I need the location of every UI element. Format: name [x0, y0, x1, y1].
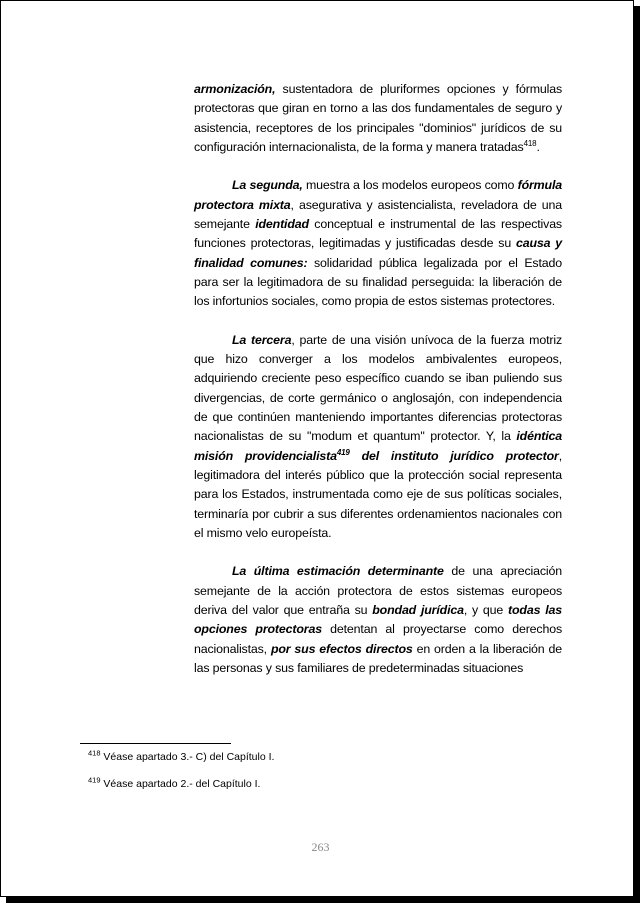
paragraph-text: de una apreciación semejante de la acción protectora de estos sistemas europeos deriva del valor que entraña su — [194, 564, 562, 618]
paragraph-3 — [194, 331, 562, 543]
paragraph-text: detentan al proyectarse como derechos nacionalistas, — [194, 622, 562, 656]
paragraph-2 — [194, 176, 562, 311]
emphasis-text: causa y finalidad comunes: — [194, 236, 562, 270]
paragraph-text: en orden a la liberación de las personas y sus familiares de predeterminadas situaciones — [194, 641, 562, 675]
emphasis-text: La segunda, — [232, 178, 303, 193]
paragraph-text: , legitimadora del interés público que la protección social representa para los Estados, instrumentada como eje de sus políticas sociales, terminaría por cubrir a sus diferentes ordenamientos nacionales con el mismo velo europeísta. — [194, 448, 562, 540]
paragraph-1 — [194, 80, 562, 157]
footnote-number: 419 — [88, 775, 101, 785]
paragraph-text: , y que — [463, 603, 509, 618]
emphasis-text: bondad jurídica — [372, 603, 464, 618]
emphasis-text: armonización, — [194, 82, 276, 96]
footnote-text: Véase apartado 2.- del Capítulo I. — [100, 778, 261, 790]
footnote-separator — [80, 743, 231, 744]
footnote-419 — [88, 777, 260, 791]
paragraph-4 — [194, 562, 562, 678]
paragraph-text: . — [536, 139, 540, 154]
footnote-text: Véase apartado 3.- C) del Capítulo I. — [100, 751, 275, 763]
emphasis-text: identidad — [255, 217, 309, 232]
paragraph-text: , asegurativa y asistencialista, reveladora de una semejante — [194, 197, 562, 232]
emphasis-text: idéntica misión providencialista — [194, 429, 562, 463]
page-number: 263 — [311, 840, 330, 854]
page-shadow-right — [634, 6, 640, 903]
page-shadow-bottom — [6, 897, 640, 903]
emphasis-text: del instituto jurídico protector — [349, 448, 559, 463]
footnote-ref-419[interactable]: 419 — [336, 447, 350, 457]
paragraph-text: , parte de una visión unívoca de la fuerza motriz que hizo converger a los modelos ambivalentes europeos, adquiriendo creciente peso específico cuando se iban puliendo sus divergencias, de corte germánico o anglosajón, con independencia de que continúen manteniendo importantes diferencias protectoras nacionalistas de su "modum et quantum" protector. Y, la — [194, 332, 562, 444]
paragraph-text: conceptual e instrumental de las respectivas funciones protectoras, legitimadas y justificadas desde su — [194, 217, 562, 251]
emphasis-text: La última estimación determinante — [232, 564, 444, 579]
footnote-number: 418 — [88, 748, 101, 758]
footnote-418 — [88, 750, 274, 764]
emphasis-text: por sus efectos directos — [270, 641, 413, 656]
emphasis-text: La tercera — [232, 332, 292, 347]
emphasis-text: fórmula protectora mixta — [194, 178, 562, 212]
emphasis-text: todas las opciones protectoras — [194, 603, 562, 637]
footnote-ref-418[interactable]: 418 — [523, 138, 537, 148]
paragraph-text: sustentadora de pluriformes opciones y fórmulas protectoras que giran en torno a las dos fundamentales de seguro y asistencia, receptores de los principales "dominios" jurídicos de su configuración internacionalista, de la forma y manera tratadas — [194, 82, 562, 154]
body-text — [194, 80, 562, 678]
paragraph-text: muestra a los modelos europeos como — [302, 178, 518, 193]
paragraph-text: solidaridad pública legalizada por el Estado para ser la legitimadora de su finalidad perseguida: la liberación de los infortunios sociales, como propia de estos sistemas protectores. — [194, 255, 562, 309]
